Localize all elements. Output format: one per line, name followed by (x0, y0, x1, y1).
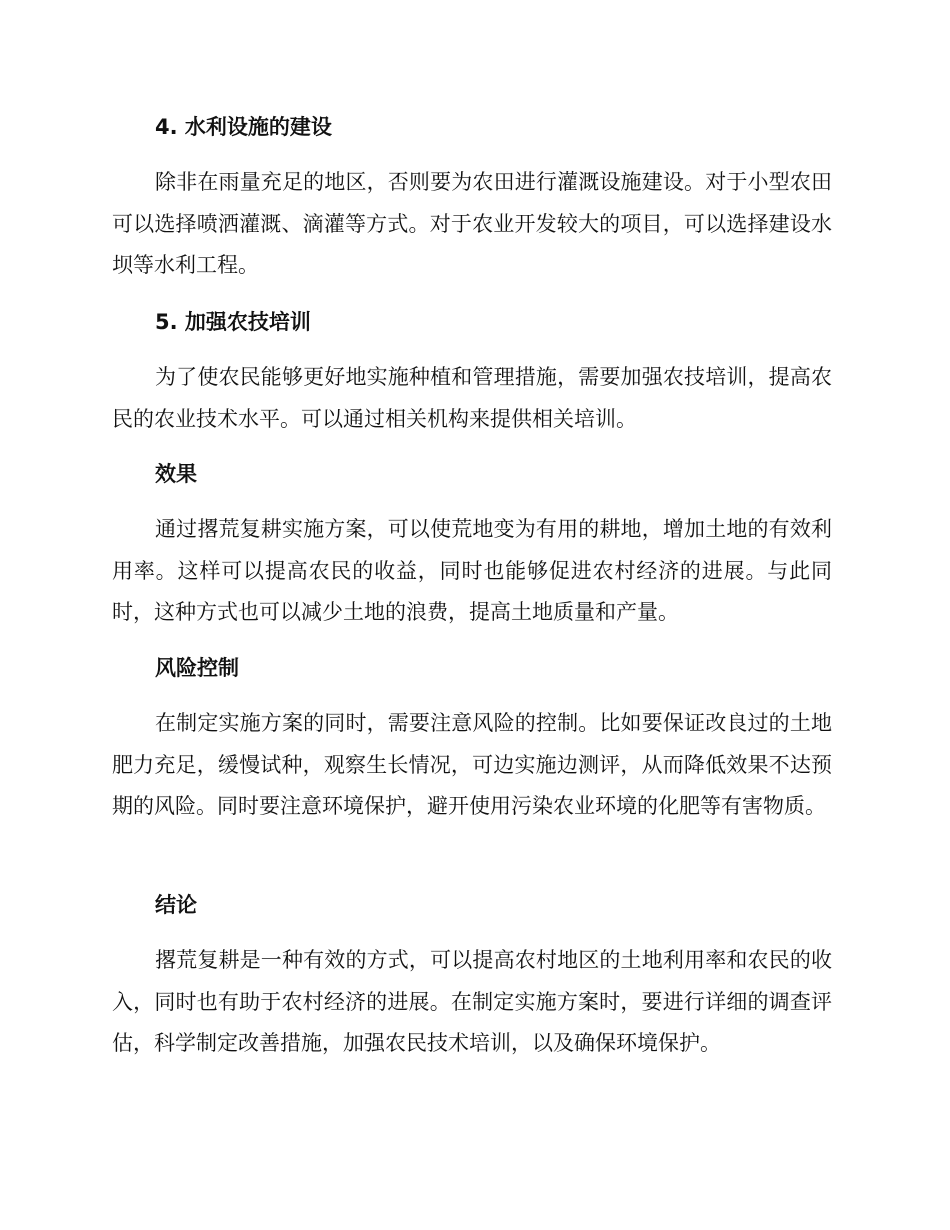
section-heading-risk-control: 风险控制 (155, 656, 239, 680)
section-heading-conclusion: 结论 (155, 893, 197, 917)
section-paragraph-conclusion: 撂荒复耕是一种有效的方式，可以提高农村地区的土地利用率和农民的收入，同时也有助于农村经济的进展。在制定实施方案时，要进行详细的调查评估，科学制定改善措施，加强农民技术培训，以及确保环境保护。 (112, 948, 832, 1055)
section-paragraph-effect: 通过撂荒复耕实施方案，可以使荒地变为有用的耕地，增加土地的有效利用率。这样可以提高农民的收益，同时也能够促进农村经济的进展。与此同时，这种方式也可以减少土地的浪费，提高土地质量和产量。 (112, 517, 832, 624)
section-paragraph-irrigation: 除非在雨量充足的地区，否则要为农田进行灌溉设施建设。对于小型农田可以选择喷洒灌溉、滴灌等方式。对于农业开发较大的项目，可以选择建设水坝等水利工程。 (112, 170, 832, 277)
section-paragraph-risk-control: 在制定实施方案的同时，需要注意风险的控制。比如要保证改良过的土地肥力充足，缓慢试种，观察生长情况，可边实施边测评，从而降低效果不达预期的风险。同时要注意环境保护，避开使用污染农业环境的化肥等有害物质。 (112, 711, 832, 818)
section-heading-irrigation: 4. 水利设施的建设 (155, 115, 332, 139)
section-heading-training: 5. 加强农技培训 (155, 310, 311, 334)
section-heading-effect: 效果 (155, 462, 197, 486)
section-paragraph-training: 为了使农民能够更好地实施种植和管理措施，需要加强农技培训，提高农民的农业技术水平。可以通过相关机构来提供相关培训。 (112, 365, 832, 431)
